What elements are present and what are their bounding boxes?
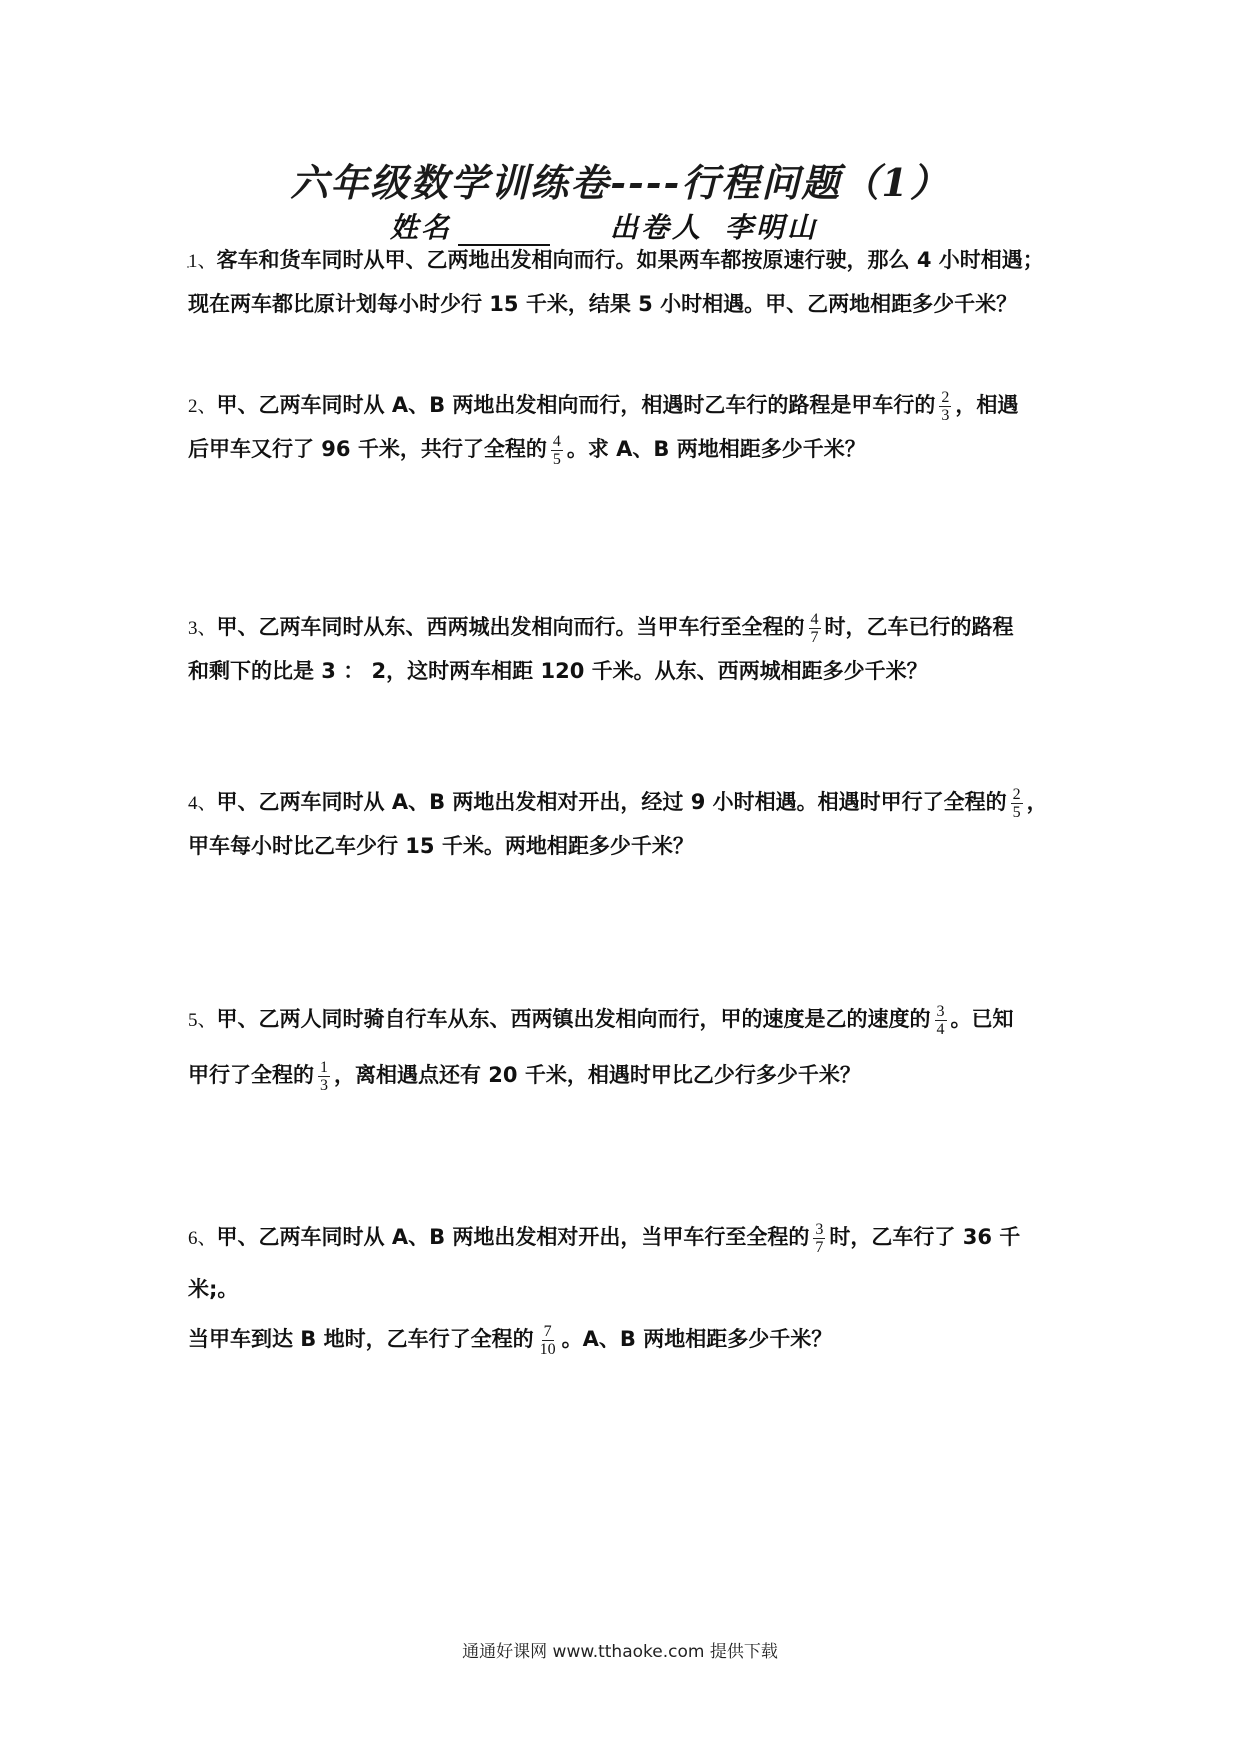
fraction: $\frac{4}{7}$	[810, 610, 819, 646]
fraction: $\frac{4}{5}$	[552, 432, 561, 468]
fraction: $\frac{7}{10}$	[539, 1322, 556, 1358]
question-text: 时，乙车已行的路程	[824, 615, 1014, 639]
question-text: ，相遇	[955, 393, 1019, 417]
question-text: 。已知	[950, 1007, 1014, 1031]
question-6	[188, 1212, 1068, 1364]
question-2	[188, 384, 1068, 470]
footer-source: 通通好课网 www.tthaoke.com 提供下载	[462, 1642, 778, 1662]
question-text: 和剩下的比是 3 ： 2，这时两车相距 120 千米。从东、西两城相距多少千米？	[188, 659, 928, 683]
question-1	[188, 239, 1068, 325]
question-number: 6、	[188, 1228, 217, 1249]
question-text: ，离相遇点还有 20 千米，相遇时甲比乙少行多少千米？	[334, 1063, 861, 1087]
question-text: 甲、乙两人同时骑自行车从东、西两镇出发相向而行，甲的速度是乙的速度的	[216, 1007, 931, 1031]
name-label: 姓名	[390, 211, 453, 244]
question-text: 当甲车到达 B 地时，乙车行了全程的	[188, 1327, 534, 1351]
author-label: 出卷人	[610, 211, 704, 244]
question-number: 5、	[188, 1010, 217, 1031]
question-text: 甲、乙两车同时从 A、B 两地出发相对开出，经过 9 小时相遇。相遇时甲行了全程的	[216, 790, 1007, 814]
question-number: 3、	[188, 618, 217, 639]
question-text: 。A、B 两地相距多少千米？	[561, 1327, 833, 1351]
fraction: $\frac{2}{3}$	[941, 388, 950, 424]
fraction: $\frac{1}{3}$	[320, 1058, 328, 1094]
question-text: 甲、乙两车同时从东、西两城出发相向而行。当甲车行至全程的	[216, 615, 805, 639]
question-3	[188, 606, 1068, 692]
question-number: 1、	[188, 251, 217, 272]
question-5	[188, 992, 1068, 1102]
question-text: ，	[1026, 790, 1048, 814]
question-number: 2、	[188, 396, 217, 417]
page-title: 六年级数学训练卷----行程问题（1）	[290, 160, 950, 205]
question-text: 。求 A、B 两地相距多少千米？	[566, 437, 866, 461]
question-text: 甲车每小时比乙车少行 15 千米。两地相距多少千米？	[188, 834, 694, 858]
question-text: 后甲车又行了 96 千米，共行了全程的	[188, 437, 547, 461]
question-text: 甲、乙两车同时从 A、B 两地出发相向而行，相遇时乙车行的路程是甲车行的	[216, 393, 936, 417]
fraction: $\frac{2}{5}$	[1012, 785, 1021, 821]
question-4	[188, 781, 1068, 867]
question-text: 现在两车都比原计划每小时少行 15 千米，结果 5 小时相遇。甲、乙两地相距多少千米？	[188, 292, 1018, 316]
question-number: 4、	[188, 793, 217, 814]
fraction: $\frac{3}{4}$	[936, 1002, 945, 1038]
fraction: $\frac{3}{7}$	[815, 1220, 824, 1256]
question-text: 甲、乙两车同时从 A、B 两地出发相对开出，当甲车行至全程的	[216, 1225, 810, 1249]
question-text: 甲行了全程的	[188, 1063, 314, 1087]
question-text: 客车和货车同时从甲、乙两地出发相向而行。如果两车都按原速行驶，那么 4 小时相遇；	[216, 248, 1044, 272]
author-name: 李明山	[725, 211, 819, 244]
question-text: 时，乙车行了 36 千米;。	[188, 1225, 1021, 1301]
